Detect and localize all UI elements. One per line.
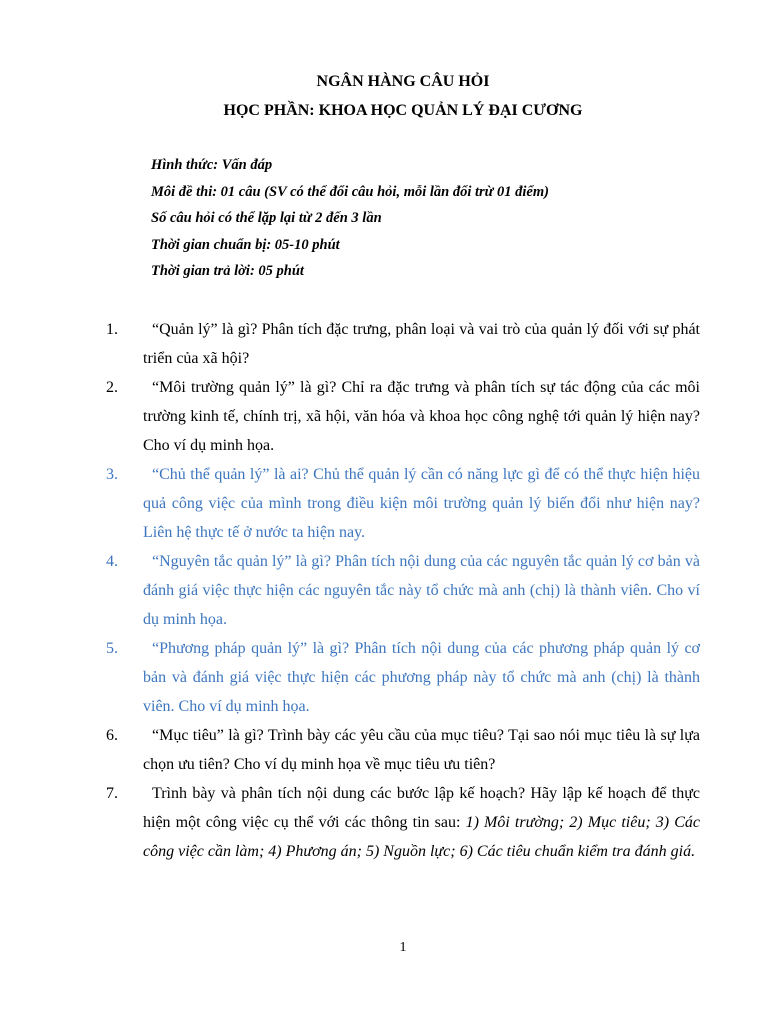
exam-questions-per-test: Môi đề thi: 01 câu (SV có thể đổi câu hỏi, mỗi lần đổi trừ 01 điểm) xyxy=(151,183,549,200)
question-item xyxy=(0,721,768,779)
question-text: “Chủ thể quản lý” là ai? Chủ thể quản lý cần có năng lực gì để có thể thực hiện hiệu quả công việc của mình trong điều kiện môi trường quản lý biến đổi như hiện nay? Liên hệ thực tế ở nước ta hiện nay. xyxy=(143,466,700,541)
question-number: 1. xyxy=(106,321,118,338)
question-text xyxy=(143,779,700,866)
question-number: 6. xyxy=(106,727,118,744)
question-number: 2. xyxy=(106,379,118,396)
question-text: “Mục tiêu” là gì? Trình bày các yêu cầu của mục tiêu? Tại sao nói mục tiêu là sự lựa chọn ưu tiên? Cho ví dụ minh họa về mục tiêu ưu tiên? xyxy=(143,727,700,773)
page-number: 1 xyxy=(399,940,407,955)
question-list xyxy=(0,315,768,866)
document-title xyxy=(0,67,768,125)
question-number: 7. xyxy=(106,785,118,802)
exam-prep-time: Thời gian chuẩn bị: 05-10 phút xyxy=(151,236,340,253)
exam-info xyxy=(151,152,711,285)
question-text-italic: 1) Môi trường; 2) Mục tiêu; 3) Các công việc cần làm; 4) Phương án; 5) Nguồn lực; 6) Các tiêu chuẩn kiểm tra đánh giá. xyxy=(143,814,701,860)
question-number: 5. xyxy=(106,640,118,657)
question-text: “Quản lý” là gì? Phân tích đặc trưng, phân loại và vai trò của quản lý đối với sự phát triển của xã hội? xyxy=(143,321,700,367)
question-item xyxy=(0,315,768,373)
question-text: “Phương pháp quản lý” là gì? Phân tích nội dung của các phương pháp quản lý cơ bản và đánh giá việc thực hiện các phương pháp này tổ chức mà anh (chị) là thành viên. Cho ví dụ minh họa. xyxy=(143,640,700,715)
question-item xyxy=(0,373,768,460)
question-text: “Nguyên tắc quản lý” là gì? Phân tích nội dung của các nguyên tắc quản lý cơ bản và đánh giá việc thực hiện các nguyên tắc này tổ chức mà anh (chị) là thành viên. Cho ví dụ minh họa. xyxy=(143,553,700,628)
exam-answer-time: Thời gian trả lời: 05 phút xyxy=(151,263,304,279)
question-text-regular: Trình bày và phân tích nội dung các bước lập kế hoạch? Hãy lập kế hoạch để thực hiện một công việc cụ thể với các thông tin sau: xyxy=(143,785,700,831)
question-item xyxy=(0,634,768,721)
exam-format: Hình thức: Vấn đáp xyxy=(151,157,273,173)
question-number: 4. xyxy=(106,553,118,570)
title-line-2: HỌC PHẦN: KHOA HỌC QUẢN LÝ ĐẠI CƯƠNG xyxy=(223,102,583,119)
title-line-1: NGÂN HÀNG CÂU HỎI xyxy=(316,73,490,90)
question-number: 3. xyxy=(106,466,118,483)
question-text: “Môi trường quản lý” là gì? Chỉ ra đặc trưng và phân tích sự tác động của các môi trường kinh tế, chính trị, xã hội, văn hóa và khoa học công nghệ tới quản lý hiện nay? Cho ví dụ minh họa. xyxy=(143,379,700,454)
question-item xyxy=(0,779,768,866)
question-item xyxy=(0,460,768,547)
question-item xyxy=(0,547,768,634)
exam-repeat-count: Số câu hỏi có thể lặp lại từ 2 đến 3 lần xyxy=(151,210,382,226)
